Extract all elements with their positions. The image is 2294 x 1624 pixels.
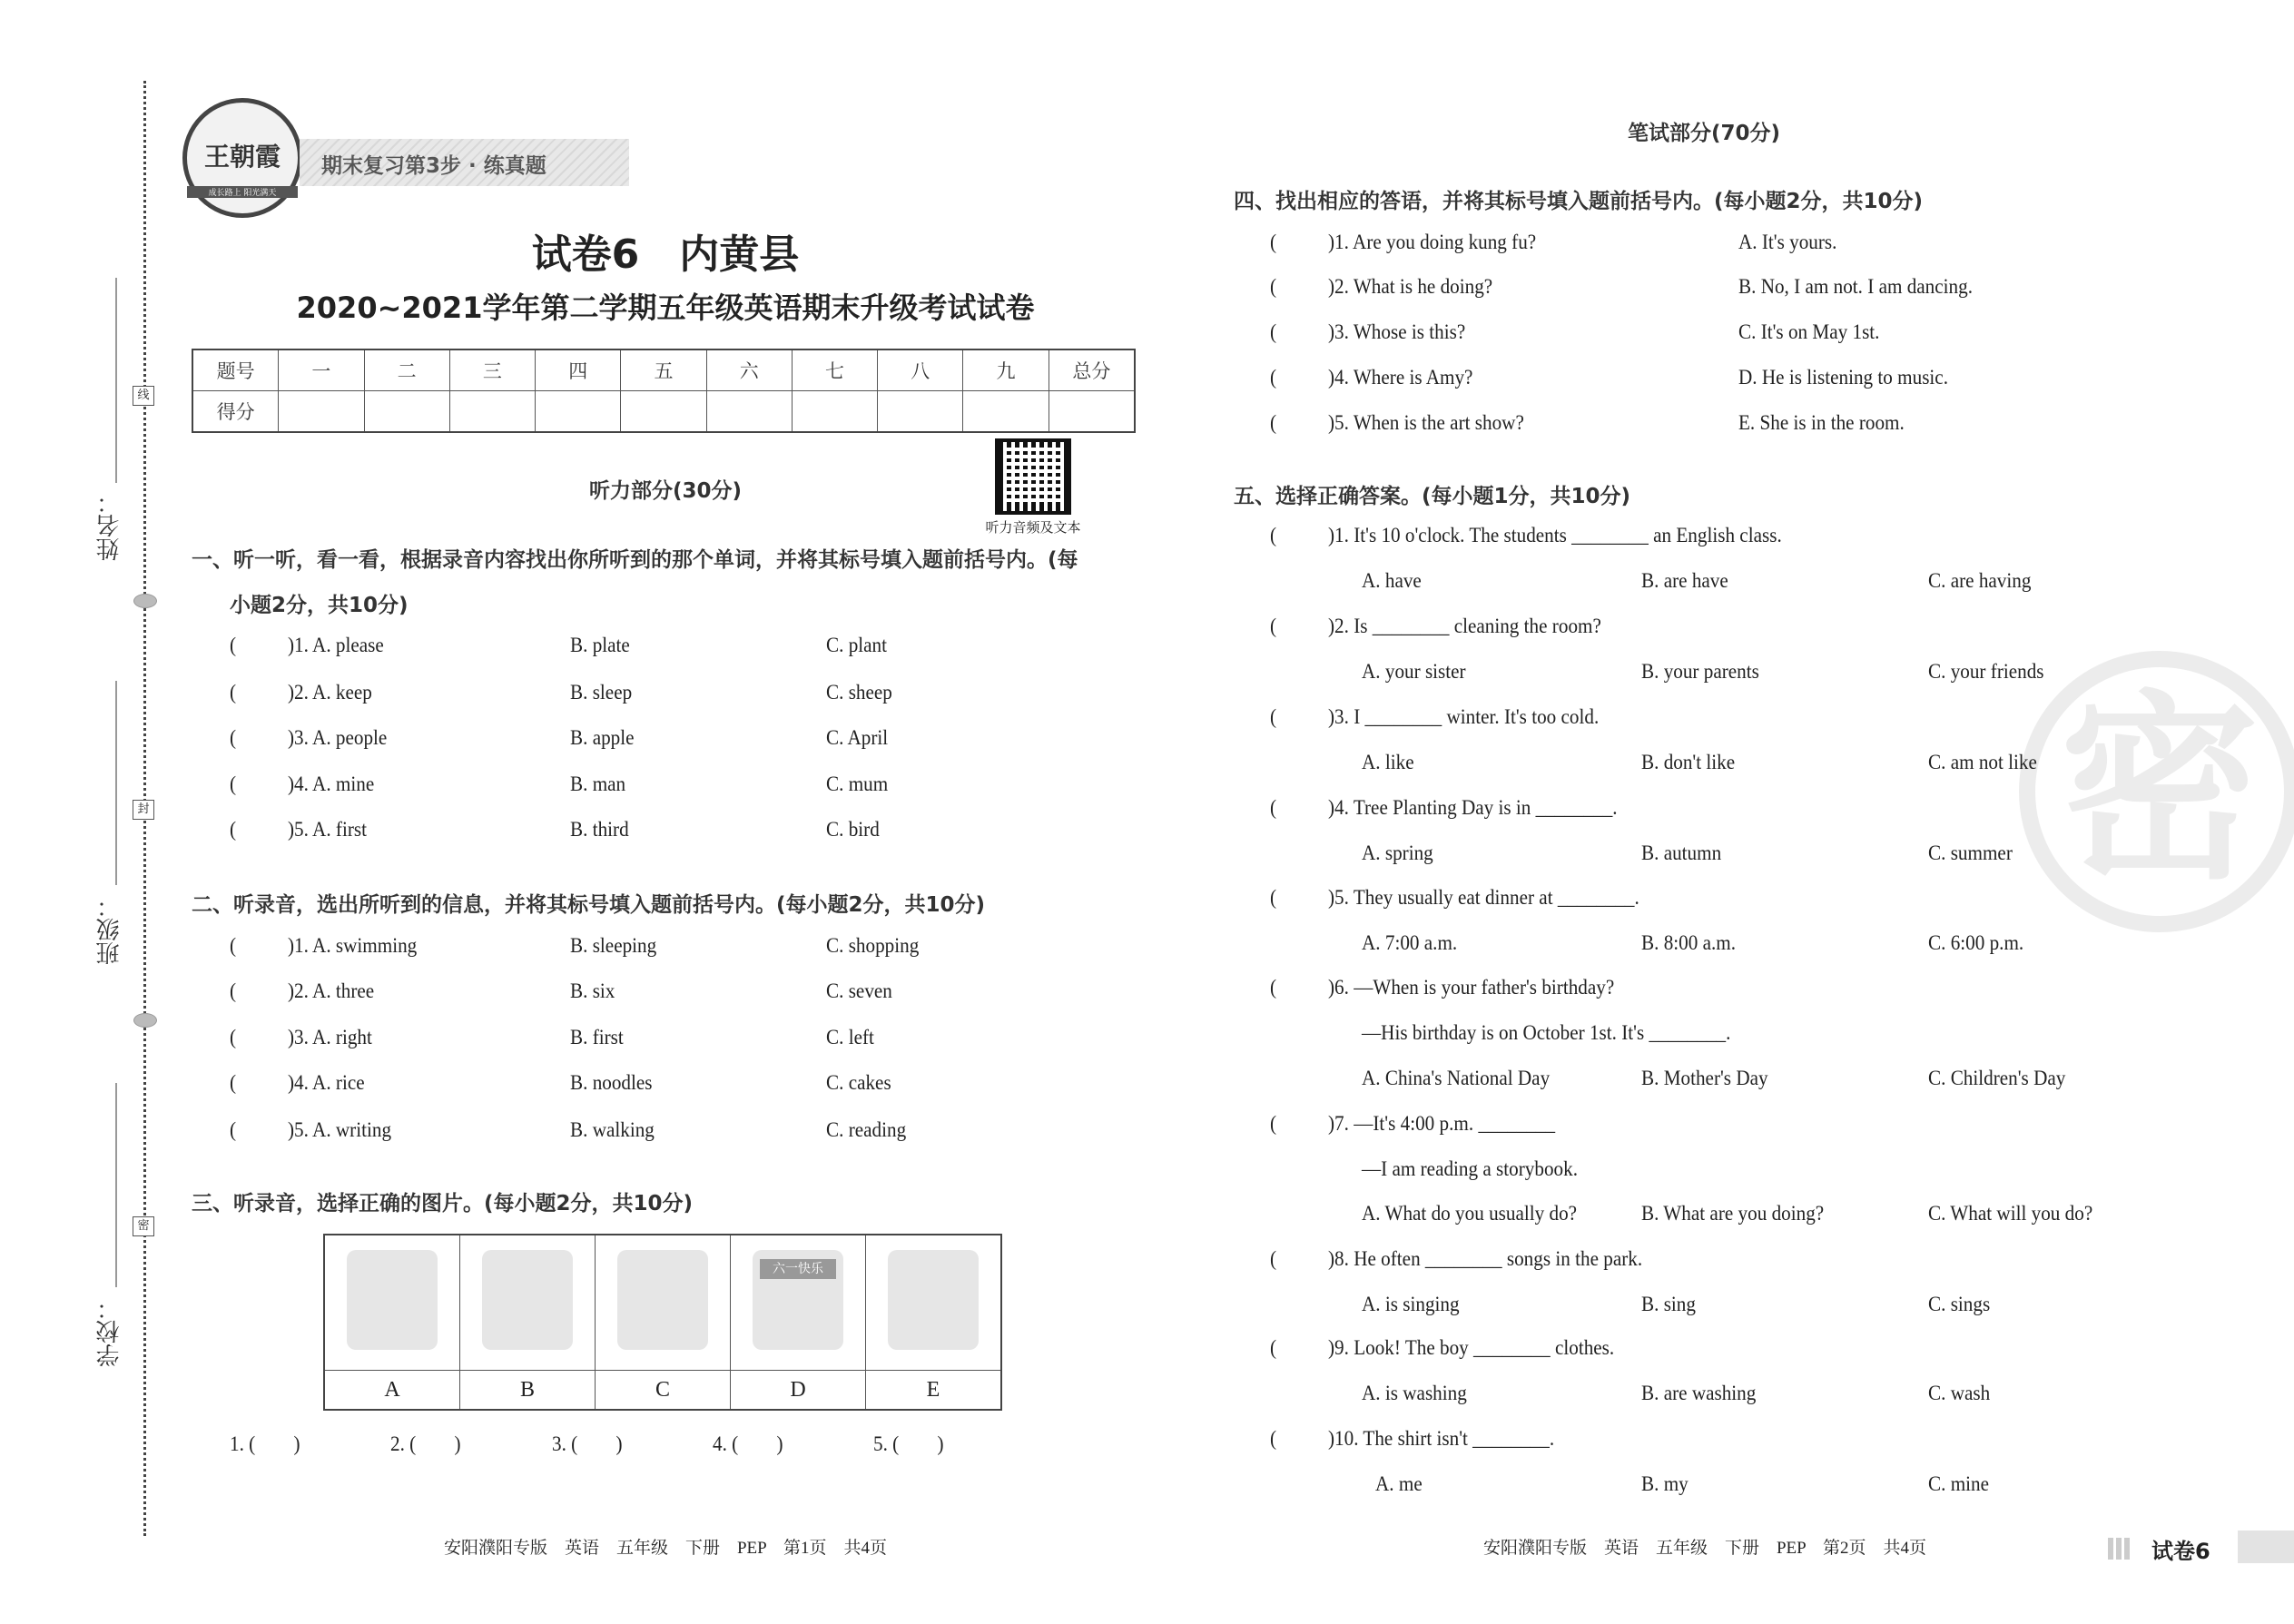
section2-heading: 二、听录音，选出所听到的信息，并将其标号填入题前括号内。(每小题2分，共10分) xyxy=(192,893,986,917)
answer-paren[interactable]: ( xyxy=(230,726,237,749)
picture-d-banner: 六一快乐 xyxy=(760,1259,836,1279)
match-answer: A. It's yours. xyxy=(1738,231,1837,253)
score-header-cell: 五 xyxy=(621,349,706,391)
mc-option-a: A. is washing xyxy=(1362,1382,1467,1404)
question-item: )5. A. writing xyxy=(288,1118,392,1141)
picture-illustration-b xyxy=(482,1250,573,1350)
score-header-cell: 二 xyxy=(364,349,449,391)
seal-line-mark: 线 xyxy=(133,386,154,406)
picture-label: B xyxy=(460,1371,596,1411)
picture-label: C xyxy=(596,1371,731,1411)
answer-paren[interactable]: ( xyxy=(230,1118,237,1141)
mc-question-cont: —His birthday is on October 1st. It's ________. xyxy=(1362,1021,1731,1044)
mc-option-b: B. don't like xyxy=(1641,751,1736,773)
qr-code[interactable] xyxy=(995,438,1071,515)
question-item: )1. A. swimming xyxy=(288,934,418,957)
score-header-row xyxy=(192,349,1135,391)
match-question: )5. When is the art show? xyxy=(1328,411,1524,434)
option-b: B. sleeping xyxy=(570,934,657,957)
name-underline xyxy=(115,278,117,483)
mc-question: )10. The shirt isn't ________. xyxy=(1328,1427,1555,1450)
option-b: B. noodles xyxy=(570,1071,653,1094)
option-c: C. mum xyxy=(826,773,889,795)
logo-slogan: 成长路上 阳光满天 xyxy=(187,186,298,198)
mc-question-cont: —I am reading a storybook. xyxy=(1362,1157,1578,1180)
picture-label: D xyxy=(731,1371,866,1411)
answer-paren[interactable]: ( xyxy=(1270,231,1277,253)
answer-paren[interactable]: ( xyxy=(230,681,237,704)
mc-option-a: A. China's National Day xyxy=(1362,1067,1551,1089)
score-header-cell: 八 xyxy=(878,349,963,391)
answer-paren[interactable]: ( xyxy=(230,634,237,656)
mc-option-c: C. are having xyxy=(1928,569,2032,592)
score-input-cell[interactable] xyxy=(536,391,621,433)
score-input-cell[interactable] xyxy=(792,391,877,433)
tab-grey-block xyxy=(2238,1530,2294,1563)
question-item: )3. A. people xyxy=(288,726,388,749)
option-c: C. shopping xyxy=(826,934,920,957)
answer-paren[interactable]: ( xyxy=(230,773,237,795)
seal-seal-mark: 封 xyxy=(133,800,154,820)
review-banner xyxy=(300,139,629,186)
watermark-text: 密 xyxy=(2059,674,2260,906)
mc-option-c: C. wash xyxy=(1928,1382,1991,1404)
score-input-cell[interactable] xyxy=(878,391,963,433)
picture-answer-blank[interactable]: 4. ( ) xyxy=(713,1432,783,1455)
secret-watermark xyxy=(2019,651,2294,932)
picture-answer-blank[interactable]: 1. ( ) xyxy=(230,1432,300,1455)
question-item: )3. A. right xyxy=(288,1026,372,1048)
mc-option-c: C. sings xyxy=(1928,1293,1991,1315)
score-header-cell: 六 xyxy=(706,349,792,391)
mc-option-b: B. are have xyxy=(1641,569,1728,592)
picture-illustration-a xyxy=(347,1250,438,1350)
mc-option-c: C. am not like xyxy=(1928,751,2037,773)
answer-paren[interactable]: ( xyxy=(1270,411,1277,434)
qr-caption: 听力音频及文本 xyxy=(985,519,1081,536)
score-row xyxy=(192,391,1135,433)
mc-option-c: C. What will you do? xyxy=(1928,1202,2093,1225)
answer-paren[interactable]: ( xyxy=(1270,1112,1277,1135)
mc-option-c: C. your friends xyxy=(1928,660,2044,683)
option-c: C. left xyxy=(826,1026,874,1048)
mc-question: )3. I ________ winter. It's too cold. xyxy=(1328,705,1600,728)
score-input-cell[interactable] xyxy=(1049,391,1135,433)
question-item: )5. A. first xyxy=(288,818,367,841)
picture-cell xyxy=(324,1235,460,1371)
answer-paren[interactable]: ( xyxy=(230,1026,237,1048)
mc-option-b: B. Mother's Day xyxy=(1641,1067,1768,1089)
answer-paren[interactable]: ( xyxy=(1270,275,1277,298)
picture-illustration-d xyxy=(753,1250,843,1350)
match-answer: D. He is listening to music. xyxy=(1738,366,1948,389)
footer-right: 安阳濮阳专版 英语 五年级 下册 PEP 第2页 共4页 xyxy=(1482,1539,1927,1558)
swirl-ornament-icon xyxy=(133,594,157,608)
option-b: B. sleep xyxy=(570,681,633,704)
exam-subtitle: 2020~2021学年第二学期五年级英语期末升级考试试卷 xyxy=(296,290,1035,325)
picture-cell xyxy=(596,1235,731,1371)
mc-question: )7. —It's 4:00 p.m. ________ xyxy=(1328,1112,1556,1135)
match-answer: B. No, I am not. I am dancing. xyxy=(1738,275,1973,298)
score-header-cell: 四 xyxy=(536,349,621,391)
picture-label-row xyxy=(324,1371,1001,1411)
mc-option-a: A. spring xyxy=(1362,842,1433,864)
question-item: )2. A. three xyxy=(288,979,375,1002)
answer-paren[interactable]: ( xyxy=(1270,524,1277,546)
footer-left: 安阳濮阳专版 英语 五年级 下册 PEP 第1页 共4页 xyxy=(443,1539,888,1558)
answer-paren[interactable]: ( xyxy=(230,818,237,841)
score-input-cell[interactable] xyxy=(279,391,364,433)
option-b: B. man xyxy=(570,773,626,795)
picture-label: E xyxy=(866,1371,1002,1411)
logo-text: 王朝霞 xyxy=(203,142,281,172)
answer-paren[interactable]: ( xyxy=(1270,796,1277,819)
answer-paren[interactable]: ( xyxy=(1270,320,1277,343)
question-item: )4. A. mine xyxy=(288,773,375,795)
option-b: B. plate xyxy=(570,634,630,656)
answer-paren[interactable]: ( xyxy=(1270,1336,1277,1359)
option-c: C. sheep xyxy=(826,681,892,704)
question-item: )1. A. please xyxy=(288,634,384,656)
mc-question: )6. —When is your father's birthday? xyxy=(1328,976,1615,999)
listening-title: 听力部分(30分) xyxy=(588,479,743,503)
picture-answer-blank[interactable]: 5. ( ) xyxy=(873,1432,944,1455)
section1-heading-cont: 小题2分，共10分) xyxy=(230,594,409,617)
mc-option-a: A. have xyxy=(1362,569,1422,592)
picture-table xyxy=(323,1234,1002,1411)
section3-heading: 三、听录音，选择正确的图片。(每小题2分，共10分) xyxy=(192,1192,694,1216)
match-question: )4. Where is Amy? xyxy=(1328,366,1473,389)
mc-option-b: B. What are you doing? xyxy=(1641,1202,1825,1225)
seal-secret-mark: 密 xyxy=(133,1216,154,1236)
score-header-cell: 九 xyxy=(963,349,1049,391)
banner-text: 期末复习第3步 · 练真题 xyxy=(321,154,546,178)
score-header-cell: 三 xyxy=(449,349,535,391)
option-b: B. first xyxy=(570,1026,624,1048)
class-label: 班级： xyxy=(96,894,123,965)
mc-option-a: A. What do you usually do? xyxy=(1362,1202,1578,1225)
picture-cell xyxy=(460,1235,596,1371)
answer-paren[interactable]: ( xyxy=(1270,886,1277,909)
mc-option-c: C. mine xyxy=(1928,1472,1990,1495)
picture-cell xyxy=(731,1235,866,1371)
score-input-cell[interactable] xyxy=(621,391,706,433)
section4-heading: 四、找出相应的答语，并将其标号填入题前括号内。(每小题2分，共10分) xyxy=(1234,190,1924,213)
score-header-cell: 总分 xyxy=(1049,349,1135,391)
score-header-cell: 七 xyxy=(792,349,877,391)
mc-question: )8. He often ________ songs in the park. xyxy=(1328,1247,1643,1270)
answer-paren[interactable]: ( xyxy=(230,979,237,1002)
score-row-label: 得分 xyxy=(192,391,279,433)
mc-option-a: A. 7:00 a.m. xyxy=(1362,931,1458,954)
picture-answer-blank[interactable]: 3. ( ) xyxy=(552,1432,623,1455)
mc-option-c: C. Children's Day xyxy=(1928,1067,2066,1089)
answer-paren[interactable]: ( xyxy=(1270,366,1277,389)
school-underline xyxy=(115,1083,117,1287)
mc-option-a: A. me xyxy=(1375,1472,1423,1495)
match-question: )1. Are you doing kung fu? xyxy=(1328,231,1537,253)
question-item: )2. A. keep xyxy=(288,681,372,704)
picture-illustration-c xyxy=(617,1250,708,1350)
match-answer: C. It's on May 1st. xyxy=(1738,320,1880,343)
mc-option-b: B. your parents xyxy=(1641,660,1759,683)
answer-paren[interactable]: ( xyxy=(1270,1247,1277,1270)
tab-pattern-icon xyxy=(2108,1538,2130,1560)
tab-label: 试卷6 xyxy=(2151,1539,2210,1564)
option-c: C. plant xyxy=(826,634,888,656)
name-label: 姓名： xyxy=(96,490,123,561)
answer-paren[interactable]: ( xyxy=(1270,705,1277,728)
score-input-cell[interactable] xyxy=(706,391,792,433)
option-c: C. April xyxy=(826,726,889,749)
section1-heading: 一、听一听，看一看，根据录音内容找出你所听到的那个单词，并将其标号填入题前括号内。(每 xyxy=(192,548,1078,572)
publisher-logo xyxy=(182,98,302,218)
mc-option-a: A. like xyxy=(1362,751,1414,773)
picture-answer-blank[interactable]: 2. ( ) xyxy=(390,1432,461,1455)
mc-question: )2. Is ________ cleaning the room? xyxy=(1328,615,1601,637)
section5-heading: 五、选择正确答案。(每小题1分，共10分) xyxy=(1234,485,1631,508)
score-input-cell[interactable] xyxy=(963,391,1049,433)
match-answer: E. She is in the room. xyxy=(1738,411,1905,434)
mc-option-a: A. your sister xyxy=(1362,660,1466,683)
option-c: C. reading xyxy=(826,1118,907,1141)
mc-question: )1. It's 10 o'clock. The students ________ an English class. xyxy=(1328,524,1782,546)
picture-illustration-e xyxy=(888,1250,979,1350)
written-title: 笔试部分(70分) xyxy=(1627,122,1781,145)
exam-title: 试卷6 内黄县 xyxy=(531,231,800,278)
class-underline xyxy=(115,681,117,885)
question-item: )4. A. rice xyxy=(288,1071,365,1094)
option-b: B. six xyxy=(570,979,615,1002)
option-c: C. seven xyxy=(826,979,892,1002)
answer-paren[interactable]: ( xyxy=(1270,1427,1277,1450)
score-header-cell: 题号 xyxy=(192,349,279,391)
mc-option-b: B. autumn xyxy=(1641,842,1722,864)
option-b: B. third xyxy=(570,818,629,841)
answer-paren[interactable]: ( xyxy=(1270,976,1277,999)
answer-paren[interactable]: ( xyxy=(230,934,237,957)
mc-option-b: B. sing xyxy=(1641,1293,1696,1315)
picture-row xyxy=(324,1235,1001,1371)
mc-option-c: C. 6:00 p.m. xyxy=(1928,931,2024,954)
picture-cell xyxy=(866,1235,1002,1371)
score-input-cell[interactable] xyxy=(364,391,449,433)
school-label: 学校： xyxy=(96,1296,123,1367)
mc-option-c: C. summer xyxy=(1928,842,2013,864)
option-b: B. walking xyxy=(570,1118,655,1141)
paper-tab xyxy=(2108,1530,2294,1563)
mc-option-b: B. 8:00 a.m. xyxy=(1641,931,1737,954)
mc-option-b: B. are washing xyxy=(1641,1382,1757,1404)
answer-paren[interactable]: ( xyxy=(230,1071,237,1094)
match-question: )3. Whose is this? xyxy=(1328,320,1466,343)
mc-question: )5. They usually eat dinner at ________. xyxy=(1328,886,1639,909)
swirl-ornament-icon xyxy=(133,1013,157,1028)
picture-label: A xyxy=(324,1371,460,1411)
score-table xyxy=(192,349,1136,433)
answer-paren[interactable]: ( xyxy=(1270,615,1277,637)
mc-question: )4. Tree Planting Day is in ________. xyxy=(1328,796,1618,819)
option-b: B. apple xyxy=(570,726,635,749)
option-c: C. bird xyxy=(826,818,880,841)
mc-option-b: B. my xyxy=(1641,1472,1689,1495)
match-question: )2. What is he doing? xyxy=(1328,275,1493,298)
mc-option-a: A. is singing xyxy=(1362,1293,1460,1315)
score-input-cell[interactable] xyxy=(449,391,535,433)
mc-question: )9. Look! The boy ________ clothes. xyxy=(1328,1336,1615,1359)
option-c: C. cakes xyxy=(826,1071,891,1094)
score-header-cell: 一 xyxy=(279,349,364,391)
